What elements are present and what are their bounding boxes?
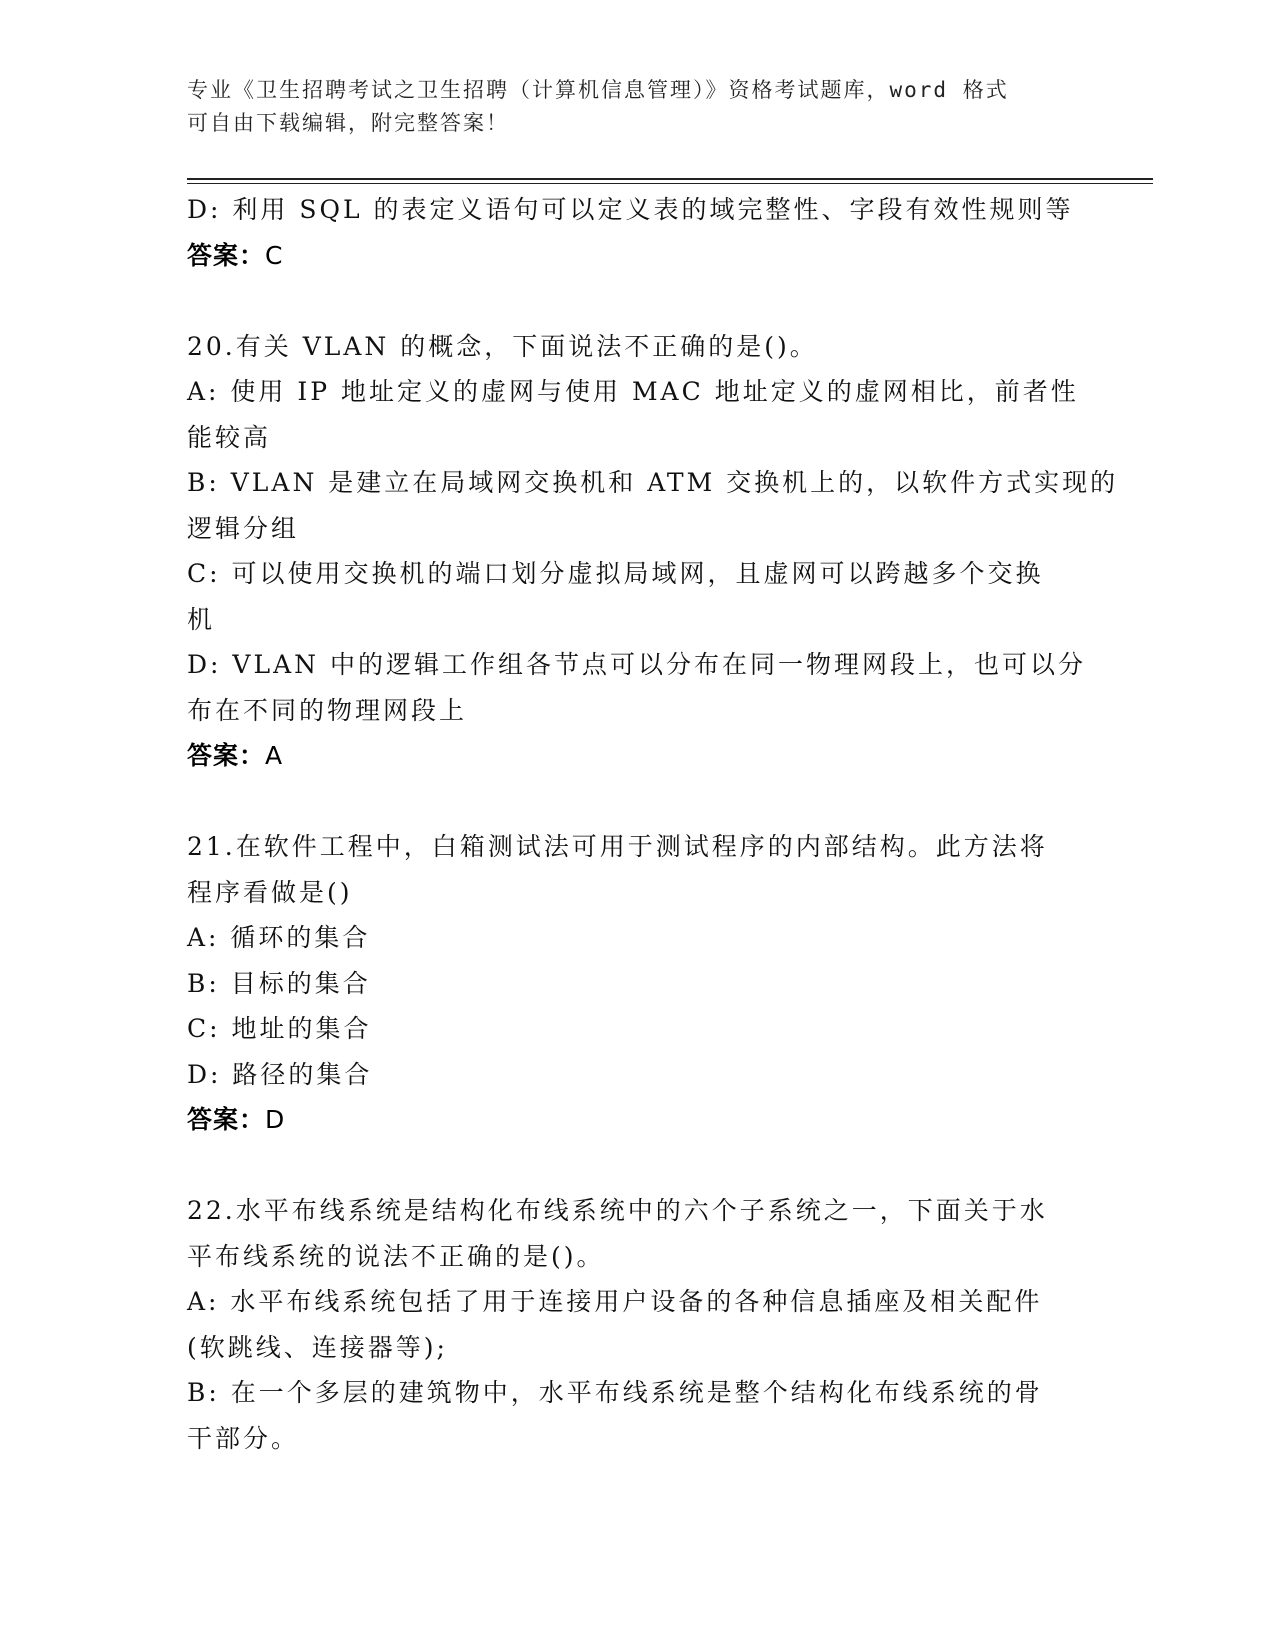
- header-title-line-1: 专业《卫生招聘考试之卫生招聘（计算机信息管理）》资格考试题库，word 格式: [187, 78, 1009, 102]
- q20-answer-value: A: [265, 741, 284, 770]
- q19-answer-label: 答案：: [187, 240, 266, 270]
- q22-stem-line-2: 平布线系统的说法不正确的是()。: [187, 1241, 605, 1271]
- q20-option-c-line-2: 机: [187, 604, 216, 634]
- q22-option-a-line-2: (软跳线、连接器等);: [187, 1332, 448, 1362]
- blank-line: [187, 1143, 1087, 1189]
- q20-option-b-line-1: B: VLAN 是建立在局域网交换机和 ATM 交换机上的，以软件方式实现的: [187, 468, 1119, 497]
- q21-answer-value: D: [265, 1105, 286, 1134]
- blank-line: [187, 779, 1087, 825]
- q20-answer: [187, 733, 1087, 779]
- q21-option-b: B: 目标的集合: [187, 968, 371, 998]
- blank-line: [187, 278, 1087, 324]
- header-title-line-2: 可自由下载编辑，附完整答案！: [187, 111, 509, 135]
- q22-option-a-line-1: A: 水平布线系统包括了用于连接用户设备的各种信息插座及相关配件: [187, 1287, 1043, 1316]
- q20-option-d-line-2: 布在不同的物理网段上: [187, 695, 468, 725]
- q21-option-c: C: 地址的集合: [187, 1014, 372, 1043]
- q20-option-a-line-1: A: 使用 IP 地址定义的虚网与使用 MAC 地址定义的虚网相比，前者性: [187, 377, 1079, 406]
- q22-option-b-line-2: 干部分。: [187, 1423, 300, 1453]
- q21-answer: [187, 1097, 1087, 1143]
- q20-option-d-line-1: D: VLAN 中的逻辑工作组各节点可以分布在同一物理网段上，也可以分: [187, 650, 1086, 679]
- q21-option-a: A: 循环的集合: [187, 923, 371, 952]
- q20-option-a-line-2: 能较高: [187, 422, 272, 452]
- q20-option-b-line-2: 逻辑分组: [187, 513, 300, 543]
- q21-option-d: D: 路径的集合: [187, 1059, 373, 1089]
- q20-answer-label: 答案：: [187, 741, 266, 770]
- page-header: [187, 74, 1067, 140]
- q21-stem-line-2: 程序看做是(): [187, 877, 353, 907]
- q21-stem-line-1: 21.在软件工程中，白箱测试法可用于测试程序的内部结构。此方法将: [187, 832, 1048, 861]
- q22-stem-line-1: 22.水平布线系统是结构化布线系统中的六个子系统之一，下面关于水: [187, 1196, 1048, 1225]
- q19-answer: [187, 233, 1087, 279]
- q20-option-c-line-1: C: 可以使用交换机的端口划分虚拟局域网，且虚网可以跨越多个交换: [187, 559, 1044, 588]
- header-divider-thin: [187, 183, 1153, 184]
- question-content: [187, 187, 1119, 1461]
- q19-option-d: D: 利用 SQL 的表定义语句可以定义表的域完整性、字段有效性规则等: [187, 195, 1074, 224]
- q22-option-b-line-1: B: 在一个多层的建筑物中，水平布线系统是整个结构化布线系统的骨: [187, 1378, 1043, 1407]
- q19-answer-value: C: [265, 240, 284, 270]
- header-divider-thick: [187, 178, 1153, 180]
- q20-stem: 20.有关 VLAN 的概念，下面说法不正确的是()。: [187, 331, 818, 361]
- q21-answer-label: 答案：: [187, 1105, 266, 1134]
